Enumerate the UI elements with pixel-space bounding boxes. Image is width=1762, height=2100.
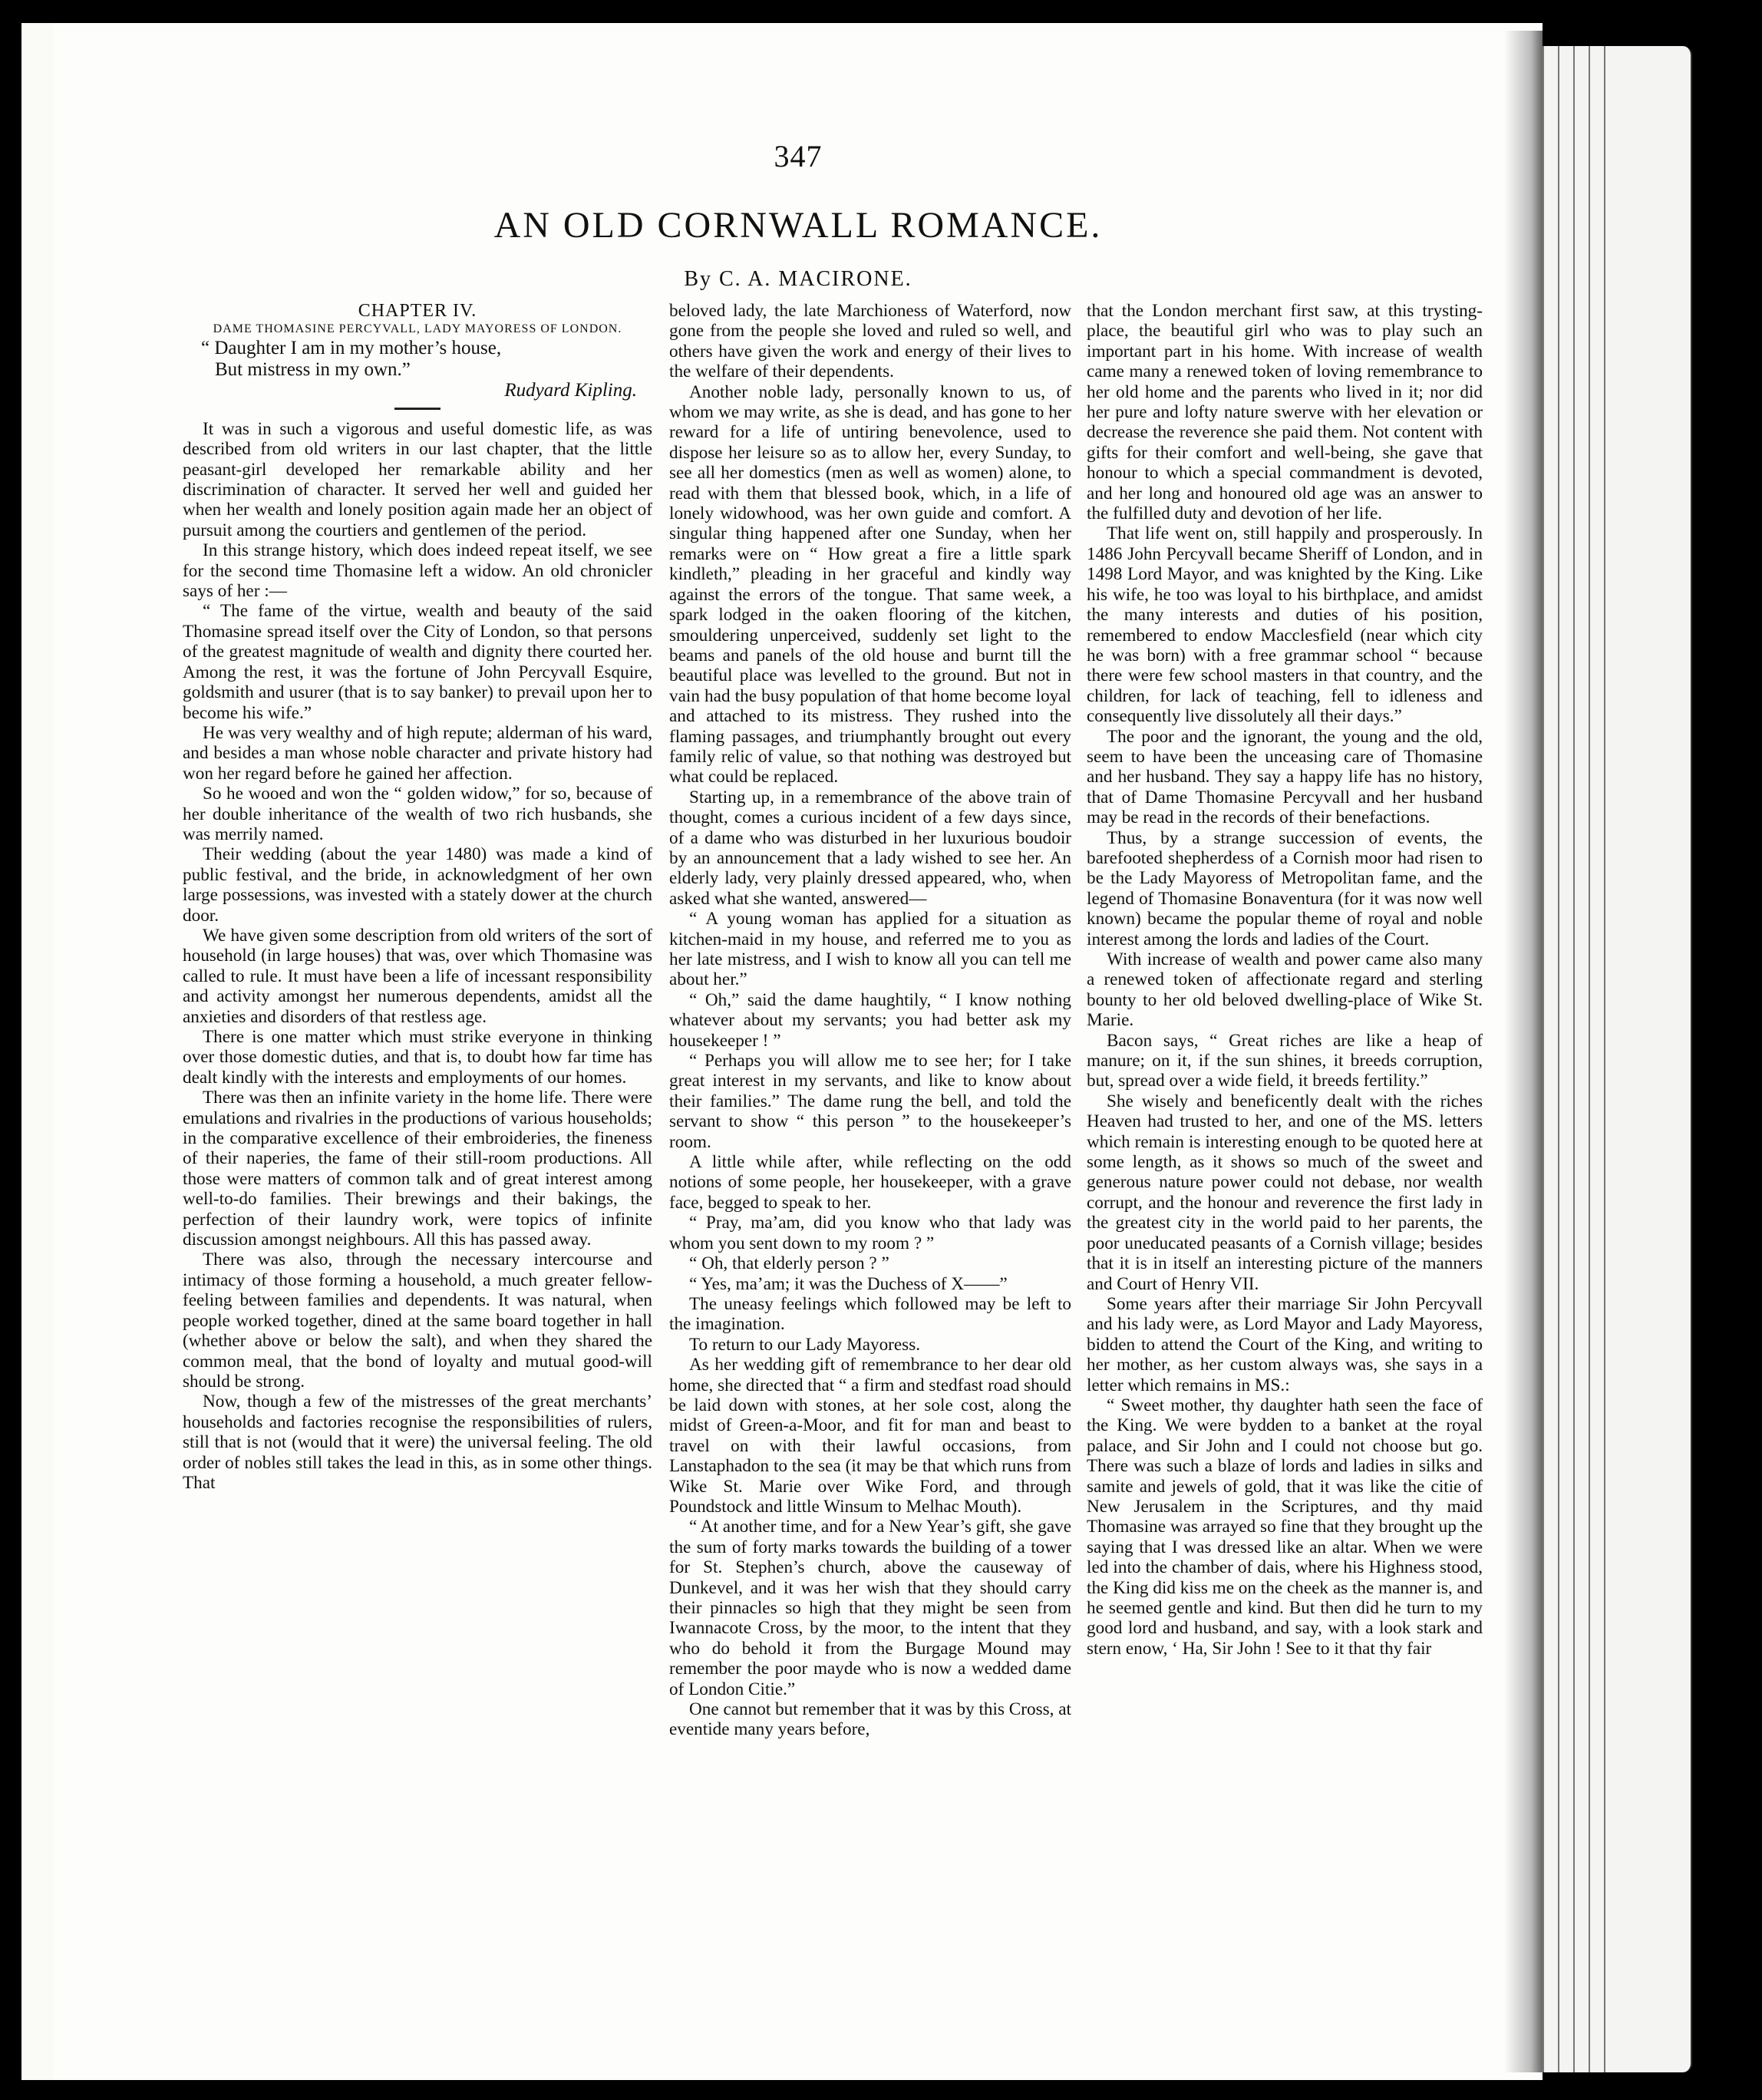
epigraph-author: Rudyard Kipling. (504, 380, 637, 401)
chapter-subtitle: DAME THOMASINE PERCYVALL, LADY MAYORESS OF LONDON. (213, 322, 622, 336)
text-column-1 (183, 301, 652, 1493)
paragraph: There is one matter which must strike everyone in thinking over those domestic duties, and that is, to doubt how far time has dealt kindly with the interests and employments of our homes. (183, 1027, 652, 1088)
column-1-paragraphs (183, 419, 652, 1494)
paragraph: One cannot but remember that it was by this Cross, at eventide many years before, (669, 1699, 1071, 1740)
text-column-3 (1087, 301, 1483, 1659)
paragraph: In this strange history, which does indeed repeat itself, we see for the second time Thomasine left a widow. An old chronicler says of her :— (183, 540, 652, 602)
page-stack-edges (1527, 46, 1727, 2072)
paragraph: The poor and the ignorant, the young and the old, seem to have been the unceasing care of Thomasine and her husband. They say a happy life has no history, that of Dame Thomasine Percyvall and her husband may be read in the records of their benefactions. (1087, 726, 1483, 828)
column-3-paragraphs (1087, 301, 1483, 1659)
article-title: AN OLD CORNWALL ROMANCE. (493, 205, 1103, 246)
paragraph: “ Oh,” said the dame haughtily, “ I know nothing whatever about my servants; you had better ask my housekeeper ! ” (669, 989, 1071, 1051)
paragraph: “ Yes, ma’am; it was the Duchess of X——” (689, 1273, 1008, 1294)
divider-rule (394, 408, 440, 410)
paragraph: As her wedding gift of remembrance to her dear old home, she directed that “ a firm and stedfast road should be laid down with stones, at her sole cost, along the midst of Green-a-Moor, and fit for man and beast to travel on with their lawful occasions, from Lanstaphadon to the sea (it may be that which runs from Wike St. Marie over Wike Ford, and through Poundstock and little Winsum to Melhac Mouth). (669, 1355, 1071, 1517)
paragraph: Some years after their marriage Sir John Percyvall and his lady were, as Lord Mayor and Lady Mayoress, bidden to attend the Court of the King, and writing to her mother, as her custom always was, she says in a letter which remains in MS.: (1087, 1293, 1483, 1395)
paragraph: “ Sweet mother, thy daughter hath seen the face of the King. We were bydden to a banket at the royal palace, and Sir John and I could not choose but go. There was such a blaze of lords and ladies in silks and samite and jewels of gold, that it was like the citie of New Jerusalem in the Scriptures, and thy maid Thomasine was arrayed so fine that they brought up the saying that I was dressed like an altar. When we were led into the chamber of dais, where his Highness stood, the King did kiss me on the cheek as the manner is, and he seemed gentle and kind. But then did he turn to my good lord and husband, and say, with a look stark and stern enow, ‘ Ha, Sir John ! See to it that thy fair (1087, 1395, 1483, 1659)
paragraph: “ Perhaps you will allow me to see her; for I take great interest in my servants, and like to know about their families.” The dame rung the bell, and told the servant to show “ this person ” to the housekeeper’s room. (669, 1051, 1071, 1152)
paragraph: She wisely and beneficently dealt with the riches Heaven had trusted to her, and one of the MS. letters which remain is interesting enough to be quoted here at some length, as it shows so much of the sweet and generous nature power could not debase, nor wealth corrupt, and the honour and reverence the first lady in the greatest city in the world paid to her parents, the poor uneducated peasants of a Cornish village; besides that it is in itself an interesting picture of the manners and Court of Henry VII. (1087, 1091, 1483, 1294)
paragraph: “ The fame of the virtue, wealth and beauty of the said Thomasine spread itself over the City of London, so that persons of the greatest magnitude of wealth and dignity there courted her. Among the rest, it was the fortune of John Percyvall Esquire, goldsmith and usurer (that is to say banker) to prevail upon her to become his wife.” (183, 601, 652, 723)
paragraph: “ At another time, and for a New Year’s gift, she gave the sum of forty marks towards the building of a tower for St. Stephen’s church, above the causeway of Dunkevel, and it was her wish that they should carry their pinnacles so high that they might be seen from Iwannacote Cross, by the moor, to the intent that they who do behold it from the Burgage Mound may remember the poor mayde who is now a wedded dame of London Citie.” (669, 1517, 1071, 1699)
paragraph: So he wooed and won the “ golden widow,” for so, because of her double inheritance of the wealth of two rich husbands, she was merrily named. (183, 784, 652, 844)
text-column-2 (669, 301, 1071, 1740)
paragraph: Starting up, in a remembrance of the above train of thought, comes a curious incident of a few days since, of a dame who was disturbed in her luxurious boudoir by an announcement that a lady wished to see her. An elderly lady, very plainly dressed appeared, who, when asked what she wanted, answered— (669, 787, 1071, 909)
paragraph: With increase of wealth and power came also many a renewed token of affectionate regard and sterling bounty to her old beloved dwelling-place of Wike St. Marie. (1087, 949, 1483, 1031)
page-number: 347 (774, 139, 823, 173)
paragraph: that the London merchant first saw, at this trysting-place, the beautiful girl who was to play such an important part in his home. With increase of wealth came many a renewed token of loving remembrance to her old home and the parents who lived in it; nor did her pure and lofty nature swerve with her elevation or decrease the reverence she paid them. Not content with gifts for their comfort and well-being, she gave that honour to which a special commandment is devoted, and her long and honoured old age was an answer to the fulfilled duty and devotion of her life. (1087, 301, 1483, 524)
paragraph: To return to our Lady Mayoress. (689, 1334, 921, 1355)
paragraph: Now, though a few of the mistresses of the great merchants’ households and factories recognise the responsibilities of rulers, still that is not (would that it were) the universal feeling. The old order of nobles still takes the lead in this, as in some other things. That (183, 1392, 652, 1493)
epigraph-line: “ Daughter I am in my mother’s house, (201, 338, 502, 359)
paragraph: “ Pray, ma’am, did you know who that lady was whom you sent down to my room ? ” (669, 1213, 1071, 1253)
chapter-heading: CHAPTER IV. (358, 301, 477, 321)
column-2-paragraphs (669, 301, 1071, 1740)
paragraph: “ Oh, that elderly person ? ” (689, 1253, 889, 1274)
book-page (54, 23, 1543, 2080)
paragraph: It was in such a vigorous and useful domestic life, as was described from old writers in our last chapter, that the little peasant-girl developed her remarkable ability and her discrimination of character. It served her well and guided her when her wealth and lonely position again made her an object of pursuit among the courtiers and gentlemen of the period. (183, 418, 652, 540)
epigraph-line: But mistress in my own.” (215, 359, 411, 381)
binding-gutter (1504, 31, 1543, 2072)
paragraph: That life went on, still happily and prosperously. In 1486 John Percyvall became Sheriff of London, and in 1498 Lord Mayor, and was knighted by the King. Like his wife, he too was loyal to his birthplace, and amidst the many interests and duties of his position, remembered to endow Macclesfield (near which city he was born) with a free grammar school “ because there were few school masters in that country, and the children, for lack of teaching, fell to idleness and consequently live dissolutely all their days.” (1087, 523, 1483, 727)
paragraph: He was very wealthy and of high repute; alderman of his ward, and besides a man whose noble character and private history had won her regard before he gained her affection. (183, 722, 652, 784)
paragraph: The uneasy feelings which followed may be left to the imagination. (669, 1293, 1071, 1335)
paragraph: Their wedding (about the year 1480) was made a kind of public festival, and the bride, in acknowledgment of her own large possessions, was invested with a stately dower at the church door. (183, 844, 652, 926)
paragraph: Thus, by a strange succession of events, the barefooted shepherdess of a Cornish moor had risen to be the Lady Mayoress of Metropolitan fame, and the legend of Thomasine Bonaventura (for it was now well known) became the popular theme of royal and noble interest among the lords and ladies of the Court. (1087, 827, 1483, 949)
page-edge (1604, 46, 1692, 2072)
paragraph: There was also, through the necessary intercourse and intimacy of those forming a household, a much greater fellow-feeling between families and dependents. It was natural, when people worked together, dined at the same board together in hall (whether above or below the salt), and when they shared the common meal, that the bond of loyalty and mutual good-will should be strong. (183, 1250, 652, 1392)
paragraph: “ A young woman has applied for a situation as kitchen-maid in my house, and referred me to you as her late mistress, and I wish to know all you can tell me about her.” (669, 909, 1071, 990)
paragraph: Another noble lady, personally known to us, of whom we may write, as she is dead, and has gone to her reward for a life of untiring benevolence, used to dispose her leisure so as to allow her, every Sunday, to see all her domestics (men as well as women) alone, to read with them that blessed book, which, in a life of lonely widowhood, was her own guide and comfort. A singular thing happened after one Sunday, when her remarks were on “ How great a fire a little spark kindleth,” pleading in her graceful and kindly way against the errors of the tongue. That same week, a spark lodged in the oaken flooring of the kitchen, smouldering unperceived, suddenly set light to the beams and panels of the old house and burnt till the beautiful place was levelled to the ground. But not in vain had the busy population of that home become loyal and attached to its mistress. They rushed into the flaming passages, and triumphantly brought out every family relic of value, so that nothing was destroyed but what could be replaced. (669, 381, 1071, 788)
paragraph: We have given some description from old writers of the sort of household (in large houses) that was, over which Thomasine was called to rule. It must have been a life of incessant responsibility and activity amongst her numerous dependents, amidst all the anxieties and disorders of that restless age. (183, 925, 652, 1027)
paragraph: Bacon says, “ Great riches are like a heap of manure; on it, if the sun shines, it breeds corruption, but, spread over a wide field, it breeds fertility.” (1087, 1030, 1483, 1091)
byline: By C. A. MACIRONE. (684, 267, 912, 291)
paragraph: A little while after, while reflecting on the odd notions of some people, her housekeeper, with a grave face, begged to speak to her. (669, 1152, 1071, 1213)
paragraph: beloved lady, the late Marchioness of Waterford, now gone from the people she loved and ruled so well, and others have given the work and energy of their lives to the welfare of their dependents. (669, 301, 1071, 382)
paragraph: There was then an infinite variety in the home life. There were emulations and rivalries in the productions of various households; in the comparative excellence of their embroideries, the fineness of their naperies, the fame of their still-room productions. All those were matters of common talk and of great interest among well-to-do families. Their brewings and their bakings, the perfection of their laundry work, were topics of infinite discussion amongst neighbours. All this has passed away. (183, 1088, 652, 1250)
